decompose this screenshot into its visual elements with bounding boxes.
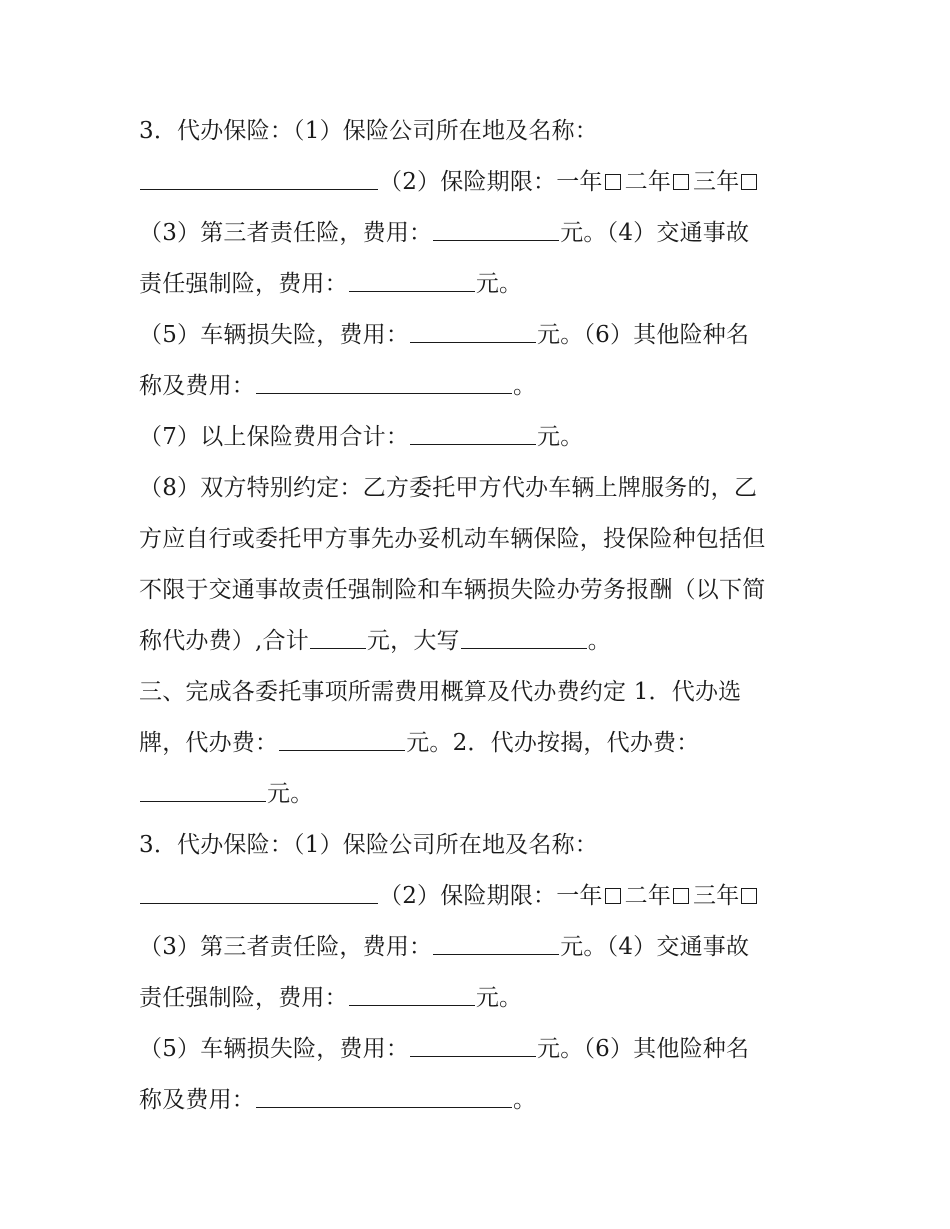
text-segment: （3）第三者责任险，费用： [139, 934, 433, 960]
text-segment: 3．代办保险：（1）保险公司所在地及名称： [139, 118, 598, 144]
text-segment: 元。 [267, 781, 314, 807]
blank-field [461, 625, 587, 649]
blank-field [349, 268, 475, 292]
checkbox-icon [673, 888, 689, 904]
text-segment: 二年 [624, 883, 672, 909]
blank-field [140, 880, 378, 904]
text-segment: 。 [513, 373, 537, 399]
text-line [139, 820, 819, 871]
text-segment: 称及费用： [139, 373, 255, 399]
text-segment: 三、完成各委托事项所需费用概算及代办费约定 1．代办选 [139, 679, 742, 705]
text-line [139, 1024, 819, 1075]
text-line [139, 361, 819, 412]
text-segment: 3．代办保险：（1）保险公司所在地及名称： [139, 832, 598, 858]
checkbox-icon [741, 174, 757, 190]
text-segment: 称代办费）,合计 [139, 628, 309, 654]
blank-field [256, 370, 512, 394]
text-line [139, 1075, 819, 1126]
text-segment: 元。2．代办按揭，代办费： [406, 730, 700, 756]
text-line [139, 718, 819, 769]
text-segment: 元，大写 [366, 628, 460, 654]
text-segment: （2）保险期限：一年 [379, 883, 603, 909]
text-segment: 。 [513, 1087, 537, 1113]
text-segment: 三年 [693, 883, 740, 909]
blank-field [410, 319, 536, 343]
blank-field [433, 931, 559, 955]
text-segment: 三年 [693, 169, 740, 195]
text-line [139, 157, 819, 208]
checkbox-icon [605, 888, 621, 904]
text-segment: 元。 [537, 424, 584, 450]
text-line [139, 514, 819, 565]
text-segment: （8）双方特别约定：乙方委托甲方代办车辆上牌服务的，乙 [139, 475, 758, 501]
blank-field [140, 166, 378, 190]
blank-field [349, 982, 475, 1006]
text-segment: （2）保险期限：一年 [379, 169, 603, 195]
text-line [139, 208, 819, 259]
text-segment: （5）车辆损失险，费用： [139, 1036, 410, 1062]
text-line [139, 106, 819, 157]
blank-field [279, 727, 405, 751]
text-segment: 元。（6）其他险种名 [537, 322, 750, 348]
text-line [139, 412, 819, 463]
text-segment: 称及费用： [139, 1087, 255, 1113]
text-line [139, 310, 819, 361]
blank-field [140, 778, 266, 802]
document-body [139, 106, 819, 1126]
text-line [139, 769, 819, 820]
checkbox-icon [605, 174, 621, 190]
text-line [139, 565, 819, 616]
text-segment: 元。（4）交通事故 [560, 220, 750, 246]
text-segment: （3）第三者责任险，费用： [139, 220, 433, 246]
checkbox-icon [673, 174, 689, 190]
text-segment: （7）以上保险费用合计： [139, 424, 410, 450]
text-segment: 元。 [475, 985, 523, 1011]
blank-field [410, 421, 536, 445]
text-segment: （5）车辆损失险，费用： [139, 322, 410, 348]
text-line [139, 871, 819, 922]
text-segment: 元。 [475, 271, 523, 297]
text-line [139, 259, 819, 310]
text-segment: 责任强制险，费用： [139, 271, 348, 297]
text-segment: 。 [587, 628, 611, 654]
text-line [139, 973, 819, 1024]
text-segment: 方应自行或委托甲方事先办妥机动车辆保险，投保险种包括但 [139, 526, 766, 552]
text-segment: 牌，代办费： [139, 730, 279, 756]
text-line [139, 463, 819, 514]
text-line [139, 616, 819, 667]
blank-field [256, 1084, 512, 1108]
text-segment: 二年 [624, 169, 672, 195]
blank-field [433, 217, 559, 241]
text-segment: 责任强制险，费用： [139, 985, 348, 1011]
text-segment: 元。（6）其他险种名 [537, 1036, 750, 1062]
text-segment: 不限于交通事故责任强制险和车辆损失险办劳务报酬（以下简 [139, 577, 766, 603]
text-segment: 元。（4）交通事故 [560, 934, 750, 960]
blank-field [310, 625, 366, 649]
text-line [139, 667, 819, 718]
text-line [139, 922, 819, 973]
blank-field [410, 1033, 536, 1057]
checkbox-icon [741, 888, 757, 904]
